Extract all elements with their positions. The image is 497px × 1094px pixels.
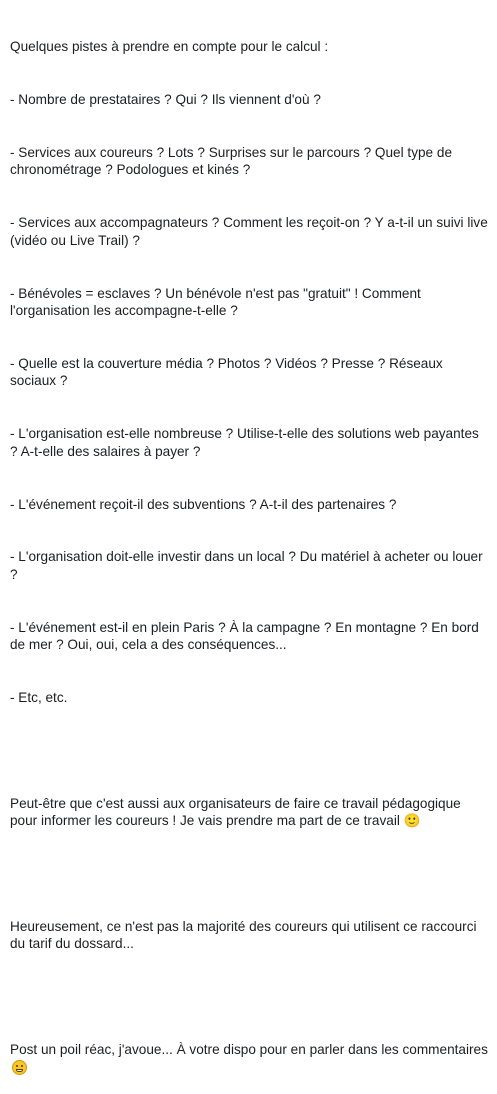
post-closing [10, 1041, 490, 1076]
post-closing-text: Post un poil réac, j'avoue... À votre dispo pour en parler dans les commentaires [10, 1042, 488, 1058]
grinning-face-icon [12, 1060, 27, 1075]
list-item: - Nombre de prestataires ? Qui ? Ils viennent d'où ? [10, 91, 321, 107]
list-item: - Bénévoles = esclaves ? Un bénévole n'est pas "gratuit" ! Comment l'organisation les accompagne-t-elle ? [10, 285, 425, 319]
list-item: - Quelle est la couverture média ? Photos ? Vidéos ? Presse ? Réseaux sociaux ? [10, 355, 447, 389]
list-item: - L'organisation est-elle nombreuse ? Utilise-t-elle des solutions web payantes ? A-t-elle des salaires à payer ? [10, 426, 483, 459]
list-item: - Etc, etc. [10, 690, 68, 706]
post-paragraph: Peut-être que c'est aussi aux organisateurs de faire ce travail pédagogique pour informer les coureurs ! Je vais prendre ma part de ce travail 🙂 [10, 795, 465, 829]
paragraph-spacer [10, 742, 490, 760]
list-item: - Services aux accompagnateurs ? Comment les reçoit-on ? Y a-t-il un suivi live (vidéo ou Live Trail) ? [10, 215, 492, 248]
paragraph-spacer [10, 988, 490, 1006]
list-item: - L'événement est-il en plein Paris ? À la campagne ? En montagne ? En bord de mer ? Oui, oui, cela a des conséquences... [10, 619, 483, 653]
list-item: - L'organisation doit-elle investir dans un local ? Du matériel à acheter ou louer ? [10, 549, 487, 582]
paragraph-spacer [10, 865, 490, 883]
post-body [10, 3, 490, 1094]
post-paragraph: Heureusement, ce n'est pas la majorité des coureurs qui utilisent ce raccourci du tarif du dossard... [10, 918, 481, 952]
list-item: - Services aux coureurs ? Lots ? Surprises sur le parcours ? Quel type de chronométrage ? Podologues et kinés ? [10, 144, 456, 178]
post-intro: Quelques pistes à prendre en compte pour le calcul : [10, 39, 329, 55]
list-item: - L'événement reçoit-il des subventions ? A-t-il des partenaires ? [10, 496, 397, 512]
